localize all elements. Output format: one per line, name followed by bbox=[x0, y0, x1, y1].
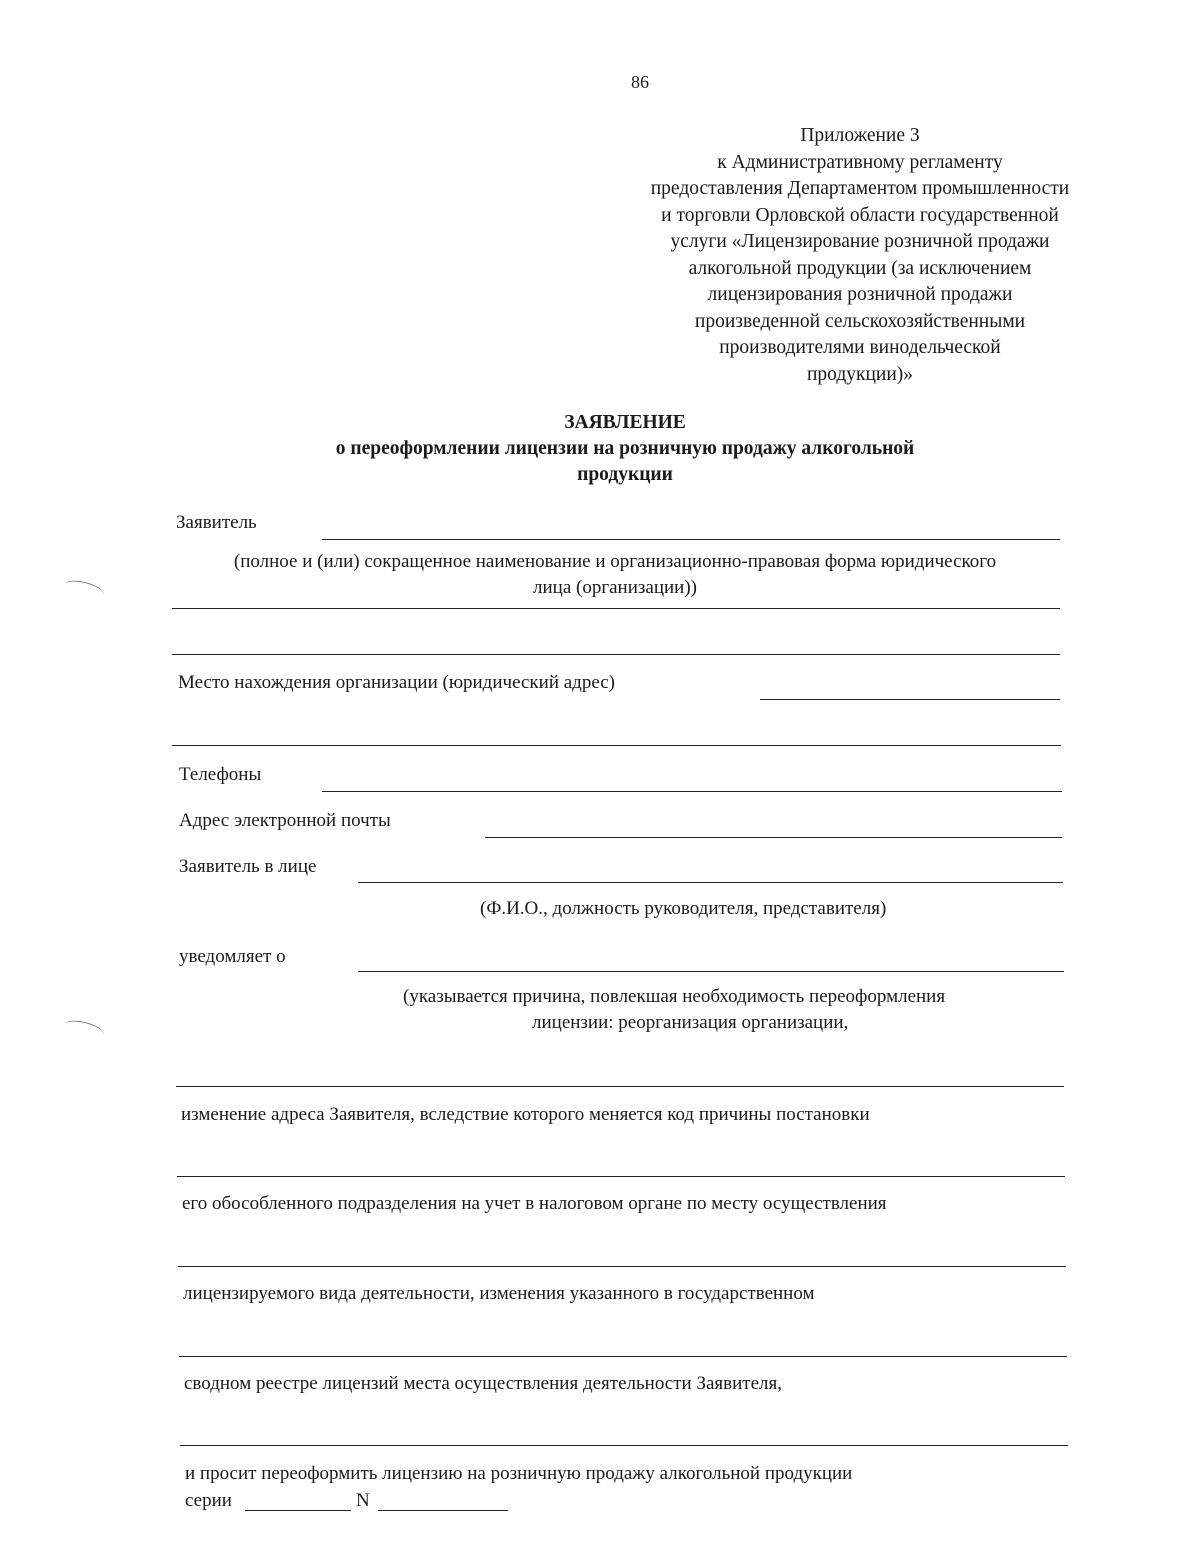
number-label: N bbox=[356, 1490, 370, 1511]
request-text: и просит переоформить лицензию на розничную продажу алкогольной продукции bbox=[185, 1463, 853, 1484]
scan-mark bbox=[63, 1017, 105, 1041]
title-subtitle-line2: продукции bbox=[577, 464, 673, 485]
reason-text-1: изменение адреса Заявителя, вследствие которого меняется код причины постановки bbox=[181, 1104, 870, 1125]
notifies-field[interactable] bbox=[358, 971, 1064, 972]
appendix-line: предоставления Департаментом промышленности bbox=[650, 178, 1070, 199]
notifies-label: уведомляет о bbox=[179, 946, 286, 967]
address-field[interactable] bbox=[760, 699, 1060, 700]
email-label: Адрес электронной почты bbox=[179, 810, 391, 831]
represented-by-label: Заявитель в лице bbox=[179, 856, 317, 877]
represented-by-field[interactable] bbox=[358, 882, 1063, 883]
address-field-line2[interactable] bbox=[172, 745, 1061, 746]
applicant-hint-line2: лица (организации)) bbox=[533, 577, 697, 598]
applicant-field-line3[interactable] bbox=[172, 654, 1060, 655]
appendix-line: услуги «Лицензирование розничной продажи bbox=[670, 231, 1050, 252]
appendix-line: лицензирования розничной продажи bbox=[707, 284, 1013, 305]
appendix-note bbox=[610, 123, 1110, 388]
represented-by-hint: (Ф.И.О., должность руководителя, представителя) bbox=[480, 898, 887, 919]
reason-field-2[interactable] bbox=[177, 1176, 1065, 1177]
reason-hint-line1: (указывается причина, повлекшая необходимость переоформления bbox=[403, 986, 946, 1007]
number-field[interactable] bbox=[378, 1510, 508, 1511]
address-label: Место нахождения организации (юридический адрес) bbox=[178, 672, 615, 693]
reason-hint-line2: лицензии: реорганизация организации, bbox=[532, 1012, 849, 1033]
series-label: серии bbox=[185, 1490, 232, 1511]
page-number: 86 bbox=[631, 72, 649, 92]
phones-field[interactable] bbox=[322, 791, 1062, 792]
reason-text-3: лицензируемого вида деятельности, изменения указанного в государственном bbox=[183, 1283, 815, 1304]
appendix-line: производителями винодельческой bbox=[719, 337, 1001, 358]
applicant-field-line2[interactable] bbox=[172, 608, 1060, 609]
reason-text-2: его обособленного подразделения на учет в налоговом органе по месту осуществления bbox=[182, 1193, 887, 1214]
applicant-label: Заявитель bbox=[176, 512, 257, 533]
applicant-field[interactable] bbox=[322, 539, 1060, 540]
appendix-line: Приложение 3 bbox=[800, 125, 920, 146]
title-subtitle-line1: о переоформлении лицензии на розничную продажу алкогольной bbox=[335, 438, 915, 459]
title-heading: ЗАЯВЛЕНИЕ bbox=[564, 412, 686, 433]
appendix-line: продукции)» bbox=[806, 363, 914, 385]
phones-label: Телефоны bbox=[179, 764, 262, 785]
appendix-line: и торговли Орловской области государственной bbox=[661, 204, 1059, 226]
reason-field-4[interactable] bbox=[179, 1356, 1067, 1357]
appendix-line: алкогольной продукции (за исключением bbox=[688, 257, 1032, 279]
appendix-line: произведенной сельскохозяйственными bbox=[694, 310, 1026, 332]
series-field[interactable] bbox=[245, 1510, 351, 1511]
applicant-hint-line1: (полное и (или) сокращенное наименование и организационно-правовая форма юридического bbox=[233, 551, 997, 572]
reason-field-1[interactable] bbox=[176, 1086, 1064, 1087]
reason-text-4: сводном реестре лицензий места осуществления деятельности Заявителя, bbox=[184, 1373, 782, 1394]
scan-mark bbox=[63, 577, 105, 601]
document-title bbox=[230, 410, 1020, 488]
reason-field-5[interactable] bbox=[180, 1445, 1068, 1446]
appendix-line: к Административному регламенту bbox=[717, 151, 1003, 173]
reason-field-3[interactable] bbox=[178, 1266, 1066, 1267]
email-field[interactable] bbox=[485, 837, 1062, 838]
